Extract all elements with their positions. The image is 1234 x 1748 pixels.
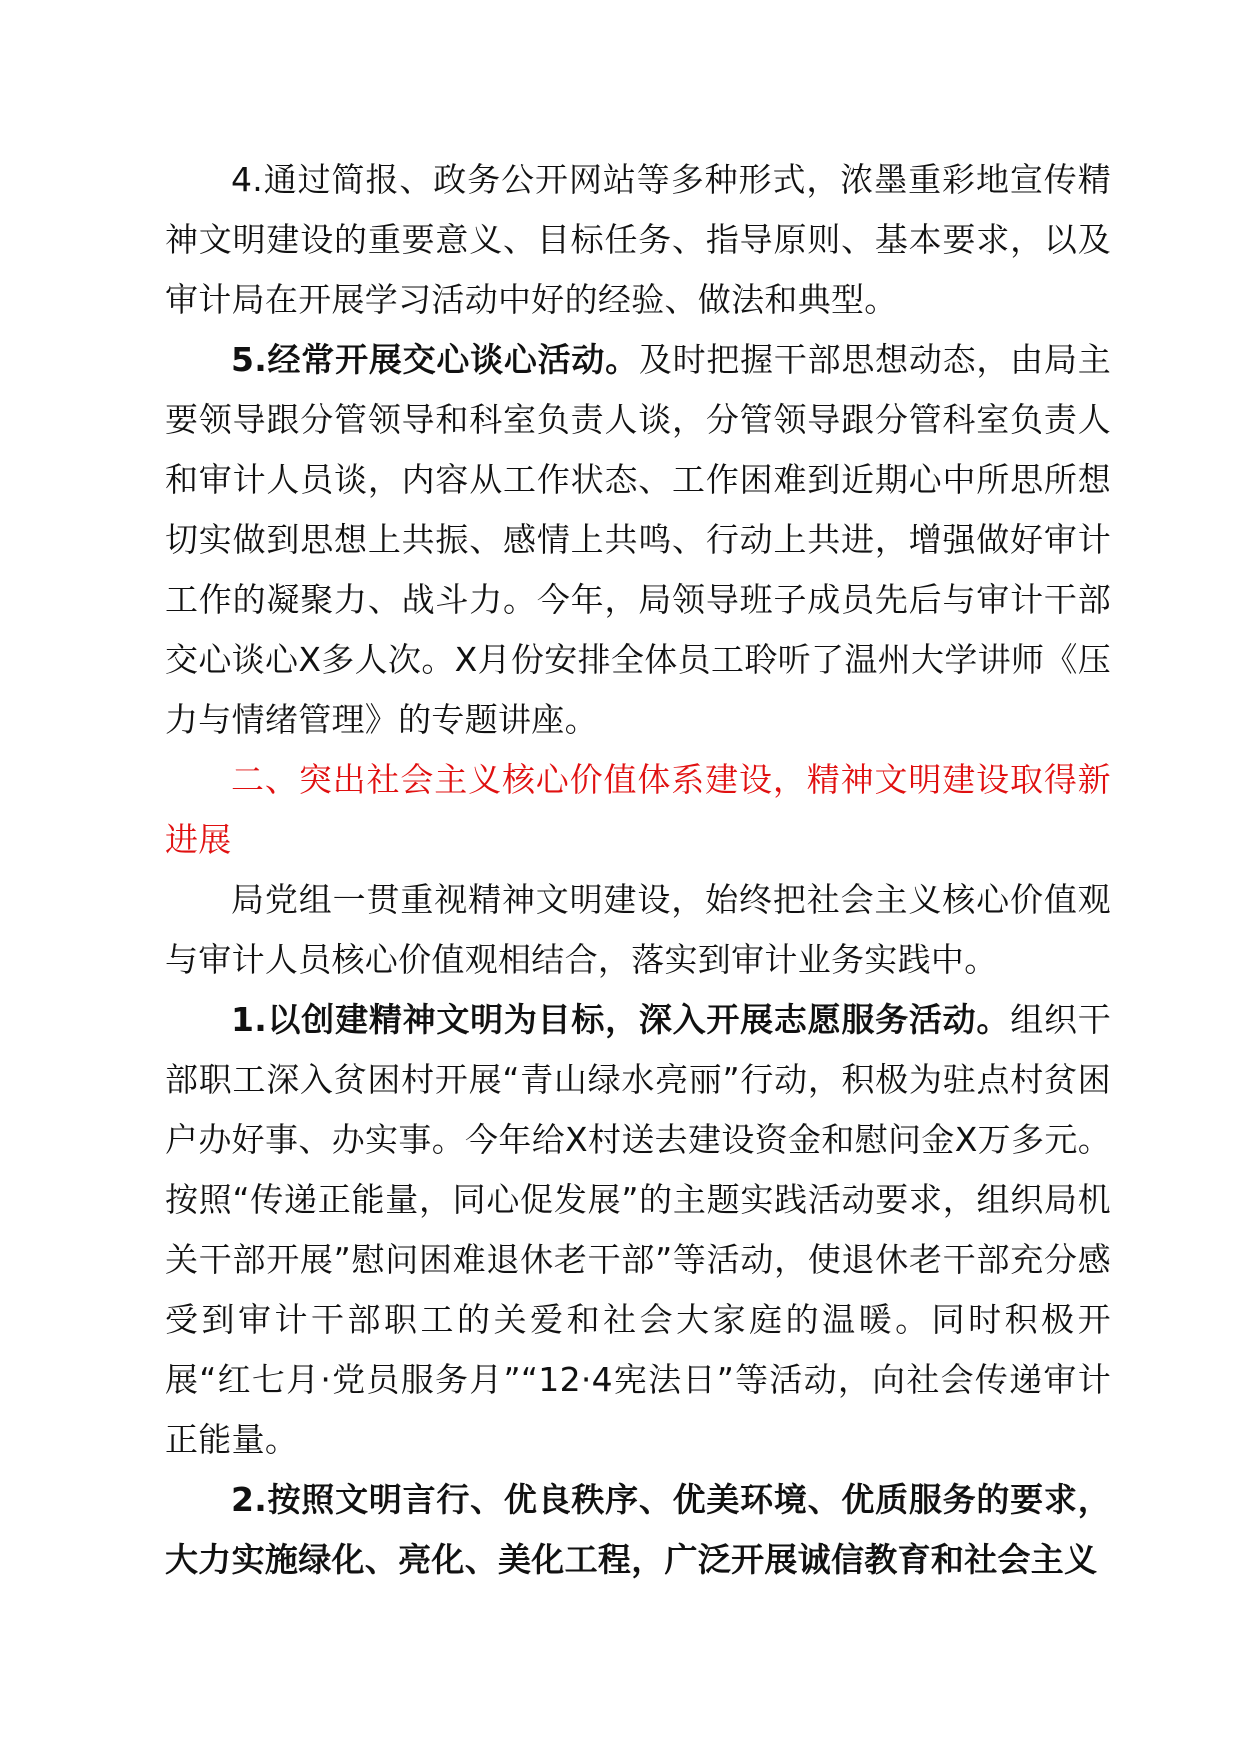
document-body: [165, 150, 1111, 1590]
paragraph-intro: [165, 870, 1111, 990]
paragraph-item-4: [165, 150, 1111, 330]
paragraph-item-5: [165, 330, 1111, 750]
paragraph-text: 组织干部职工深入贫困村开展“青山绿水亮丽”行动，积极为驻点村贫困户办好事、办实事。今年给X村送去建设资金和慰问金X万多元。按照“传递正能量，同心促发展”的主题实践活动要求，组织局机关干部开展”慰问困难退休老干部”等活动，使退休老干部充分感受到审计干部职工的关爱和社会大家庭的温暖。同时积极开展“红七月·党员服务月”“12·4宪法日”等活动，向社会传递审计正能量。: [165, 1000, 1111, 1459]
paragraph-lead: 5.经常开展交心谈心活动。: [231, 340, 639, 379]
paragraph-lead: 2.按照文明言行、优良秩序、优美环境、优质服务的要求，大力实施绿化、亮化、美化工程，广泛开展诚信教育和社会主义: [165, 1480, 1111, 1579]
paragraph-text: 4.通过简报、政务公开网站等多种形式，浓墨重彩地宣传精神文明建设的重要意义、目标任务、指导原则、基本要求，以及审计局在开展学习活动中好的经验、做法和典型。: [165, 160, 1111, 319]
paragraph-item-2: [165, 1470, 1111, 1590]
paragraph-text: 及时把握干部思想动态，由局主要领导跟分管领导和科室负责人谈，分管领导跟分管科室负责人和审计人员谈，内容从工作状态、工作困难到近期心中所思所想切实做到思想上共振、感情上共鸣、行动上共进，增强做好审计工作的凝聚力、战斗力。今年，局领导班子成员先后与审计干部交心谈心X多人次。X月份安排全体员工聆听了温州大学讲师《压力与情绪管理》的专题讲座。: [165, 340, 1111, 739]
section-heading: [165, 750, 1111, 870]
section-heading-text: 二、突出社会主义核心价值体系建设，精神文明建设取得新进展: [165, 760, 1111, 859]
paragraph-lead: 1.以创建精神文明为目标，深入开展志愿服务活动。: [231, 1000, 1011, 1039]
paragraph-item-1: [165, 990, 1111, 1470]
paragraph-text: 局党组一贯重视精神文明建设，始终把社会主义核心价值观与审计人员核心价值观相结合，落实到审计业务实践中。: [165, 880, 1111, 979]
